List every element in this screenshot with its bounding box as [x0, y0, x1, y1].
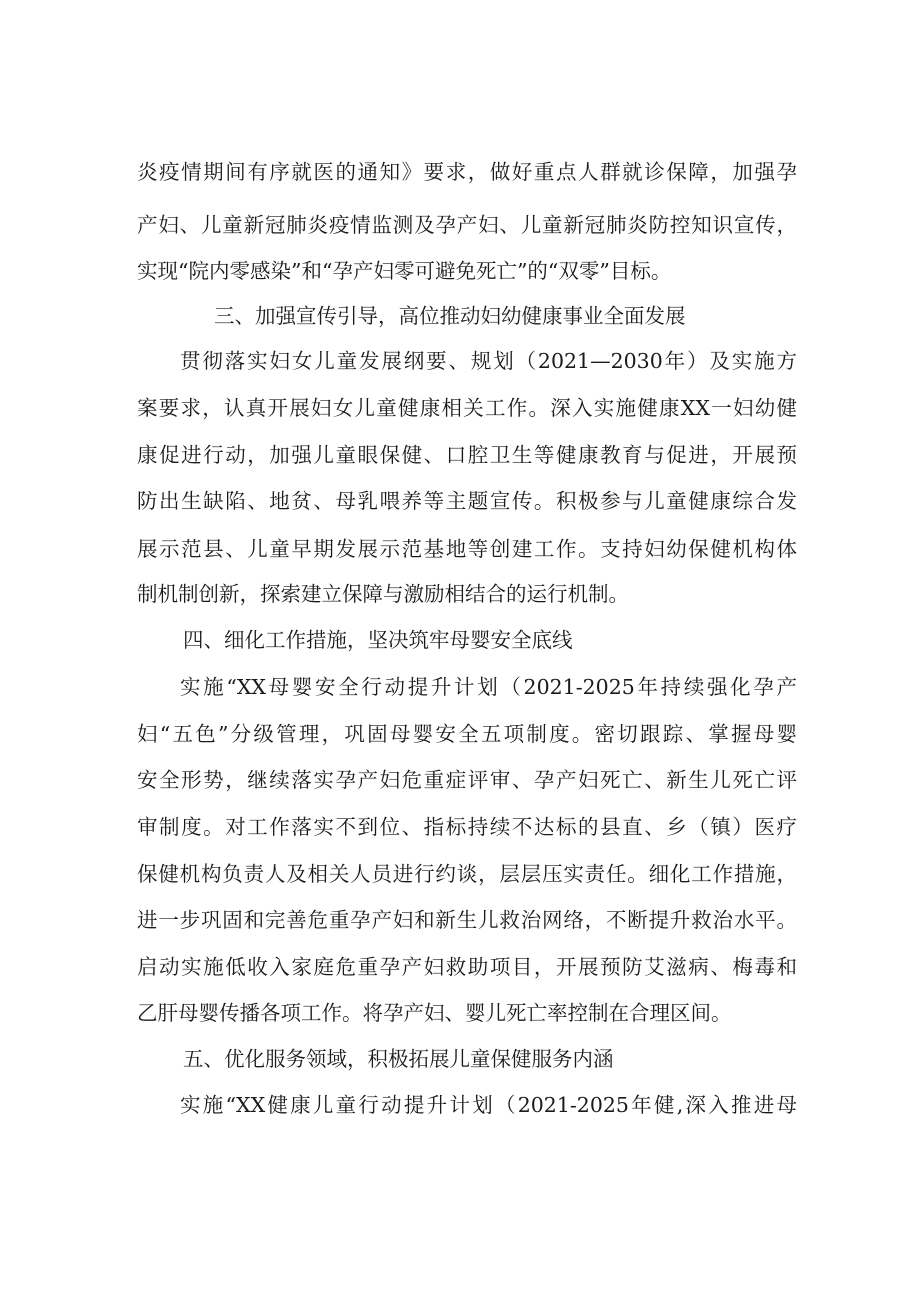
text-line — [0, 341, 920, 381]
text-line — [0, 574, 920, 614]
paragraph-text: 进一步巩固和完善危重孕产妇和新生儿救治网络，不断提升救治水平。 — [137, 908, 797, 932]
text-line — [0, 667, 920, 707]
paragraph-text: 保健机构负责人及相关人员进行约谈，层层压实责任。细化工作措施， — [137, 862, 797, 886]
paragraph-text: 妇“五色”分级管理，巩固母婴安全五项制度。密切跟踪、掌握母婴 — [137, 722, 797, 746]
paragraph-text: 产妇、儿童新冠肺炎疫情监测及孕产妇、儿童新冠肺炎防控知识宣传， — [137, 213, 797, 237]
paragraph-text: 展示范县、儿童早期发展示范基地等创建工作。支持妇幼保健机构体 — [137, 537, 797, 561]
text-line — [0, 760, 920, 800]
paragraph-text: 实施“XX健康儿童行动提升计划（2021-2025年健,深入推进母 — [180, 1093, 797, 1117]
paragraph-text: 实施“XX母婴安全行动提升计划（2021-2025年持续强化孕产 — [180, 675, 797, 699]
text-line — [0, 807, 920, 847]
section-heading — [0, 1039, 920, 1079]
paragraph-text: 启动实施低收入家庭危重孕产妇救助项目，开展预防艾滋病、梅毒和 — [137, 955, 797, 979]
text-line — [0, 205, 920, 245]
paragraph-text: 制机制创新，探索建立保障与激励相结合的运行机制。 — [137, 582, 629, 606]
text-line — [0, 714, 920, 754]
paragraph-text: 案要求，认真开展妇女儿童健康相关工作。深入实施健康XX一妇幼健 — [137, 396, 797, 420]
text-line — [0, 900, 920, 940]
text-line — [0, 388, 920, 428]
paragraph-text: 审制度。对工作落实不到位、指标持续不达标的县直、乡（镇）医疗 — [137, 815, 797, 839]
paragraph-text: 实现“院内零感染”和“孕产妇零可避免死亡”的“双零”目标。 — [137, 259, 672, 283]
text-line — [0, 251, 920, 291]
paragraph-text: 防出生缺陷、地贫、母乳喂养等主题宣传。积极参与儿童健康综合发 — [137, 489, 797, 513]
paragraph-text: 乙肝母婴传播各项工作。将孕产妇、婴儿死亡率控制在合理区间。 — [137, 1001, 732, 1025]
text-line — [0, 152, 920, 192]
section-heading — [0, 620, 920, 660]
paragraph-text: 炎疫情期间有序就医的通知》要求，做好重点人群就诊保障，加强孕 — [137, 160, 797, 184]
text-line — [0, 947, 920, 987]
text-line — [0, 435, 920, 475]
text-line — [0, 854, 920, 894]
section-heading-text: 五、优化服务领域，积极拓展儿童保健服务内涵 — [183, 1047, 614, 1071]
text-line — [0, 1085, 920, 1125]
section-heading-text: 四、细化工作措施，坚决筑牢母婴安全底线 — [183, 628, 573, 652]
text-line — [0, 481, 920, 521]
section-heading-text: 三、加强宣传引导，高位推动妇幼健康事业全面发展 — [214, 304, 686, 328]
text-line — [0, 529, 920, 569]
paragraph-text: 贯彻落实妇女儿童发展纲要、规划（2021—2030年）及实施方 — [180, 349, 797, 373]
section-heading — [0, 296, 920, 336]
paragraph-text: 康促进行动，加强儿童眼保健、口腔卫生等健康教育与促进，开展预 — [137, 443, 797, 467]
paragraph-text: 安全形势，继续落实孕产妇危重症评审、孕产妇死亡、新生儿死亡评 — [137, 768, 797, 792]
text-line — [0, 993, 920, 1033]
